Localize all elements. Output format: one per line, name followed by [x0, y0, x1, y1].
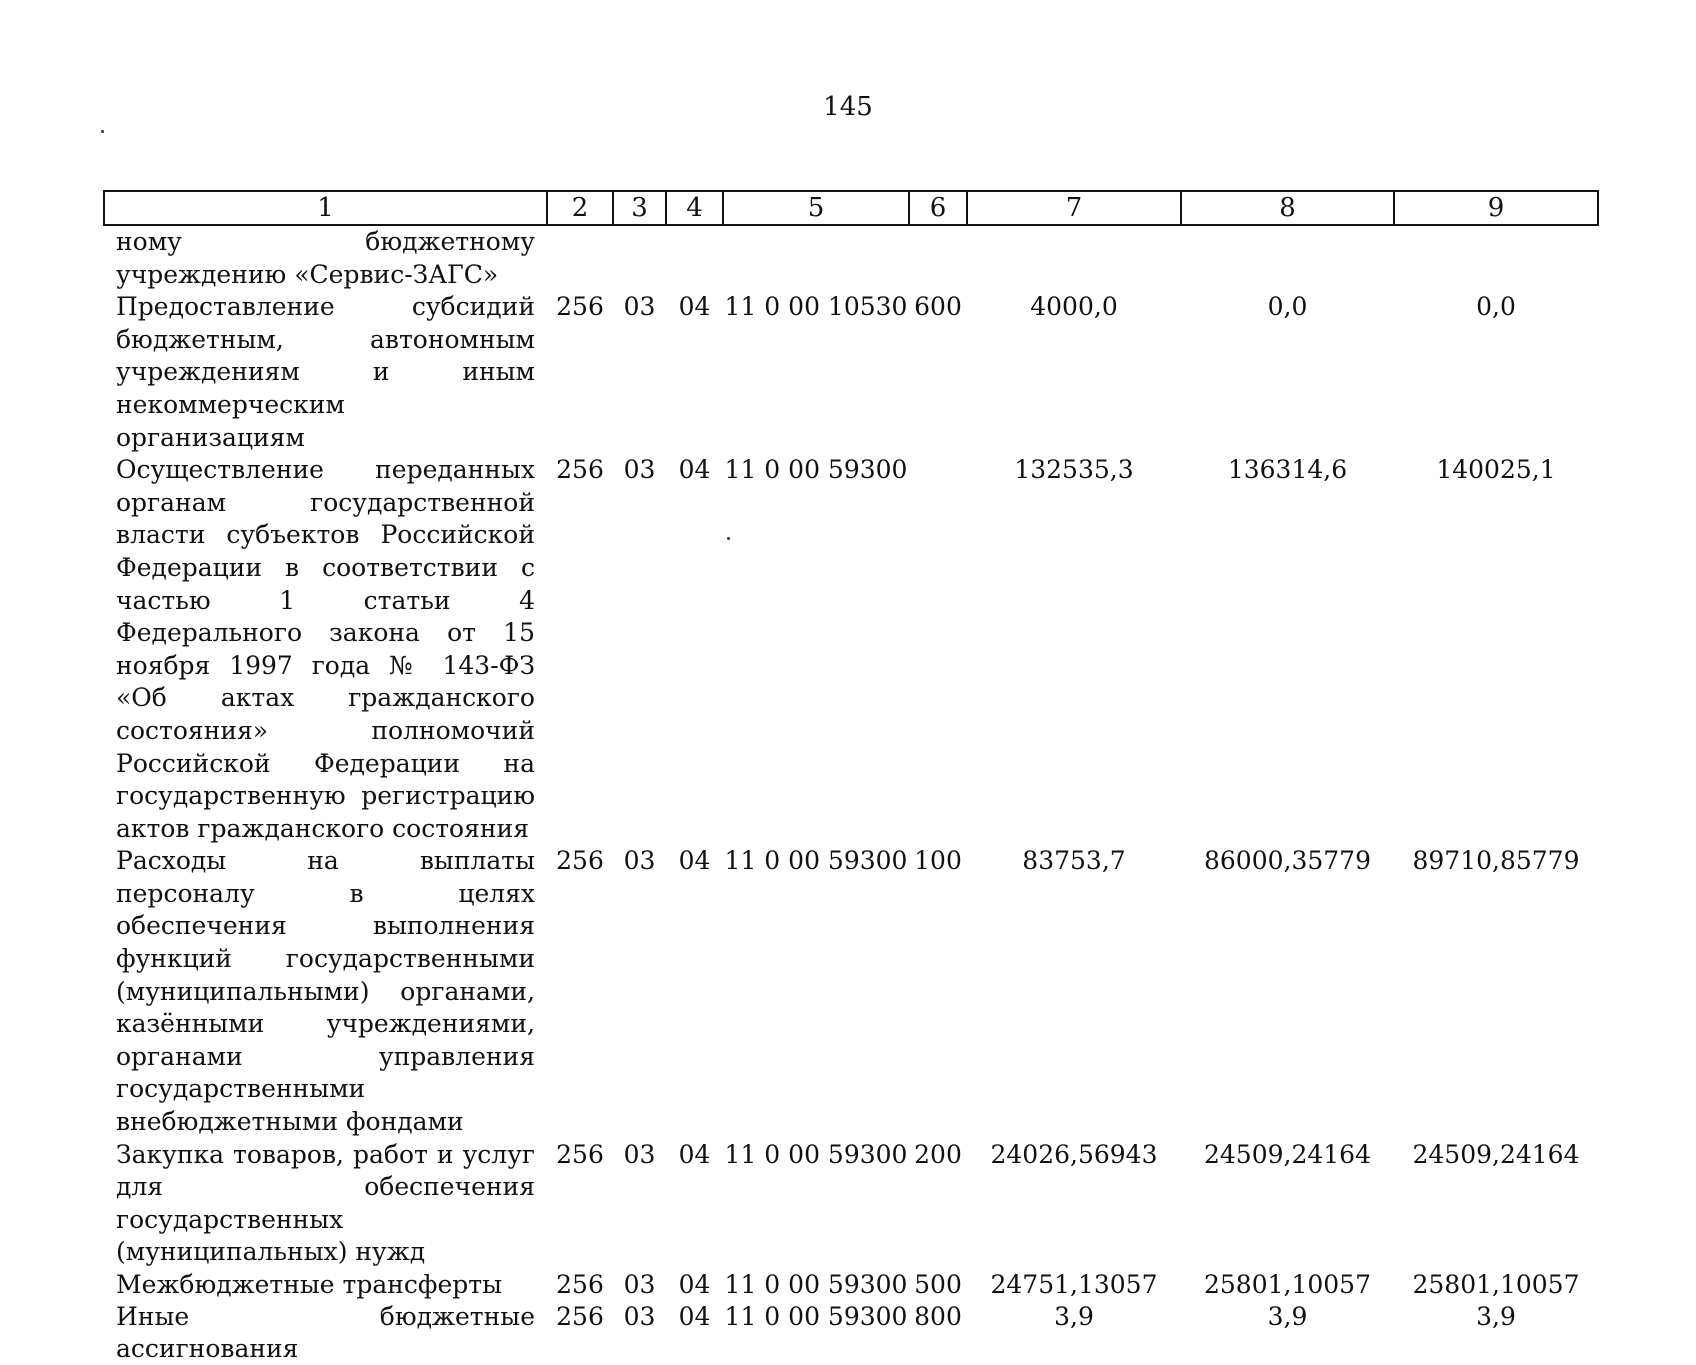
row-col-4: 04 [678, 1139, 711, 1169]
row-description: Осуществление переданных органам государственной власти субъектов Российской Федерации в соответствии с частью 1 статьи 4 Федерального закона от 15 ноября 1997 года № 143-ФЗ «Об актах гражданского состояния» полномочий Российской Федерации на государственную регистрацию актов гражданского состояния [116, 455, 535, 843]
row-col-2: 256 [556, 846, 604, 876]
row-description: Иные бюджетные ассигнования [116, 1302, 535, 1363]
row-col-4 [666, 225, 723, 291]
row-col-8: 136314,6 [1227, 455, 1348, 485]
header-cell-4: 4 [666, 191, 723, 225]
row-description: Закупка товаров, работ и услуг для обеспечения государственных (муниципальных) нужд [116, 1139, 535, 1267]
row-col-8: 25801,10057 [1203, 1270, 1371, 1299]
row-col-3: 03 [623, 1139, 656, 1169]
row-col-3: 03 [623, 455, 656, 485]
row-col-8: 24509,24164 [1203, 1139, 1371, 1169]
row-col-9 [1394, 225, 1598, 291]
row-col-9: 24509,24164 [1412, 1139, 1580, 1169]
header-cell-5: 5 [723, 191, 909, 225]
row-col-7: 24026,56943 [990, 1139, 1158, 1169]
row-col-9: 3,9 [1476, 1302, 1516, 1331]
row-col-5: 11 0 00 59300 [724, 1270, 908, 1299]
row-col-4: 04 [678, 292, 711, 322]
header-cell-1: 1 [104, 191, 547, 225]
row-col-9: 89710,85779 [1412, 846, 1580, 876]
header-cell-2: 2 [547, 191, 613, 225]
table-row [104, 1269, 1598, 1301]
row-col-2: 256 [556, 1139, 604, 1169]
row-col-7: 4000,0 [1030, 292, 1118, 322]
header-cell-9: 9 [1394, 191, 1598, 225]
row-col-3: 03 [623, 846, 656, 876]
row-col-7: 132535,3 [1014, 455, 1134, 485]
row-col-9: 0,0 [1476, 292, 1516, 322]
header-cell-3: 3 [613, 191, 666, 225]
row-col-4: 04 [678, 1270, 711, 1299]
row-col-9: 25801,10057 [1412, 1270, 1580, 1299]
header-cell-8: 8 [1181, 191, 1394, 225]
table-row [104, 454, 1598, 845]
row-description: ному бюджетному учреждению «Сервис-ЗАГС» [116, 227, 535, 289]
row-col-6: 500 [914, 1270, 962, 1299]
row-col-7: 83753,7 [1022, 846, 1126, 876]
table-row [104, 1139, 1598, 1269]
row-col-7: 3,9 [1054, 1302, 1094, 1331]
row-col-4: 04 [678, 846, 711, 876]
table-row [104, 845, 1598, 1138]
row-col-2: 256 [556, 1270, 604, 1299]
table-row [104, 291, 1598, 454]
row-col-5: 11 0 00 59300 [724, 1302, 908, 1331]
row-description: Предоставление субсидий бюджетным, автономным учреждениям и иным некоммерческим организациям [116, 292, 535, 452]
row-col-8: 3,9 [1267, 1302, 1308, 1331]
row-col-7: 24751,13057 [990, 1270, 1158, 1299]
page-number: 145 [823, 92, 873, 122]
row-description: Межбюджетные трансферты [116, 1270, 503, 1299]
table-row [104, 1301, 1598, 1365]
scan-speck [101, 130, 104, 133]
budget-table [103, 190, 1599, 1365]
row-col-5: 11 0 00 59300 [724, 455, 908, 485]
row-col-6 [909, 454, 967, 845]
row-col-7 [967, 225, 1181, 291]
row-col-6: 600 [914, 292, 962, 322]
row-col-2: 256 [556, 1302, 604, 1331]
row-col-8 [1181, 225, 1394, 291]
row-description: Расходы на выплаты персоналу в целях обеспечения выполнения функций государственными (муниципальными) органами, казёнными учреждениями, органами управления государственными внебюджетными фондами [116, 846, 535, 1137]
row-col-4: 04 [678, 455, 711, 485]
row-col-2: 256 [556, 292, 604, 322]
row-col-5: 11 0 00 59300 [724, 846, 908, 876]
row-col-8: 86000,35779 [1203, 846, 1371, 876]
row-col-5: 11 0 00 59300 [724, 1139, 908, 1169]
row-col-9: 140025,1 [1436, 455, 1556, 485]
row-col-2 [547, 225, 613, 291]
row-col-5: 11 0 00 10530 [724, 292, 908, 322]
row-col-8: 0,0 [1267, 292, 1308, 322]
row-col-3 [613, 225, 666, 291]
header-row [104, 191, 1598, 225]
row-col-3: 03 [623, 1302, 656, 1331]
row-col-6: 200 [914, 1139, 962, 1169]
table-row [104, 225, 1598, 291]
row-col-2: 256 [556, 455, 604, 485]
row-col-3: 03 [623, 1270, 656, 1299]
row-col-6 [909, 225, 967, 291]
row-col-4: 04 [678, 1302, 711, 1331]
header-cell-7: 7 [967, 191, 1181, 225]
row-col-6: 100 [914, 846, 962, 876]
row-col-6: 800 [914, 1302, 962, 1331]
header-cell-6: 6 [909, 191, 967, 225]
row-col-5 [723, 225, 909, 291]
row-col-3: 03 [623, 292, 656, 322]
